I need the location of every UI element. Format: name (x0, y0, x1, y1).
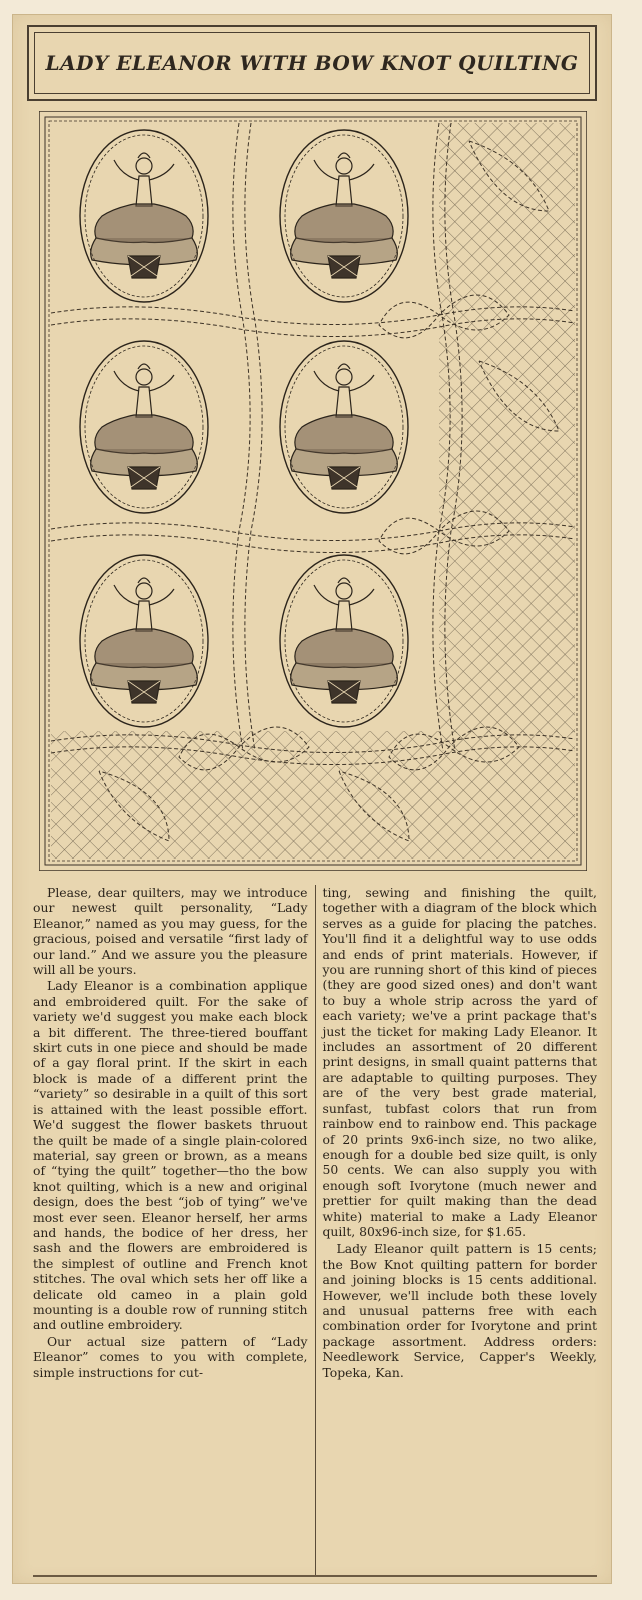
lady-figure (291, 153, 398, 278)
lady-figure (291, 364, 398, 489)
article-title: LADY ELEANOR WITH BOW KNOT QUILTING (45, 51, 579, 75)
lady-figure (291, 578, 398, 703)
newspaper-clipping (12, 14, 612, 1584)
column-divider (315, 885, 316, 1575)
paragraph: ting, sewing and finishing the quilt, together with a diagram of the block which serves as a guide for placing the patches. You'll find it a delightful way to use odds and ends of print materials. However, if you are running short of this kind of pieces (they are good sized ones) and don't want to buy a whole strip across the yard of each variety; we've a print package that's just the ticket for making Lady Eleanor. It includes an assortment of 20 different print designs, in small quaint patterns that are adaptable to quilting purposes. They are of the very best grade material, sunfast, tubfast colors that run from rainbow end to rainbow end. This package of 20 prints 9x6-inch size, no two alike, enough for a double bed size quilt, is only 50 cents. We can also supply you with enough soft Ivorytone (much newer and prettier for quilt making than the dead white) material to make a Lady Eleanor quilt, 80x96-inch size, for $1.65. (322, 885, 597, 1239)
lady-figure (91, 153, 198, 278)
paragraph: Lady Eleanor quilt pattern is 15 cents; the Bow Knot quilting pattern for border and joining blocks is 15 cents additional. However, we'll include both these lovely and unusual patterns free with each combination order for Ivorytone and print package assortment. Address orders: Needlework Service, Capper's Weekly, Topeka, Kan. (322, 1241, 597, 1380)
lady-figure (91, 364, 198, 489)
bottom-rule (33, 1575, 597, 1577)
article-body (33, 885, 597, 1575)
paragraph: Please, dear quilters, may we introduce our newest quilt personality, “Lady Eleanor,” named as you may guess, for the gracious, poised and versatile “first lady of our land.” And we assure you the pleasure will all be yours. (33, 885, 308, 978)
paragraph: Our actual size pattern of “Lady Eleanor” comes to you with complete, simple instructions for cut- (33, 1333, 308, 1380)
quilt-illustration (39, 111, 587, 871)
left-column (33, 885, 308, 1575)
right-column (322, 885, 597, 1575)
lady-figure (91, 578, 198, 703)
paragraph: Lady Eleanor is a combination applique and embroidered quilt. For the sake of variety we'd suggest you make each block a bit different. The three-tiered bouffant skirt cuts in one piece and should be made of a gay floral print. If the skirt in each block is made of a different print the “variety” so desirable in a quilt of this sort is attained with the least possible effort. We'd suggest the flower baskets thruout the quilt be made of a single plain-colored material, say green or brown, as a means of “tying the quilt” together—tho the bow knot quilting, which is a new and original design, does the best “job of tying” we've most ever seen. Eleanor herself, her arms and hands, the bodice of her dress, her sash and the flowers are embroidered is the simplest of outline and French knot stitches. The oval which sets her off like a delicate old cameo in a plain gold mounting is a double row of running stitch and outline embroidery. (33, 978, 308, 1333)
title-frame (27, 25, 597, 101)
